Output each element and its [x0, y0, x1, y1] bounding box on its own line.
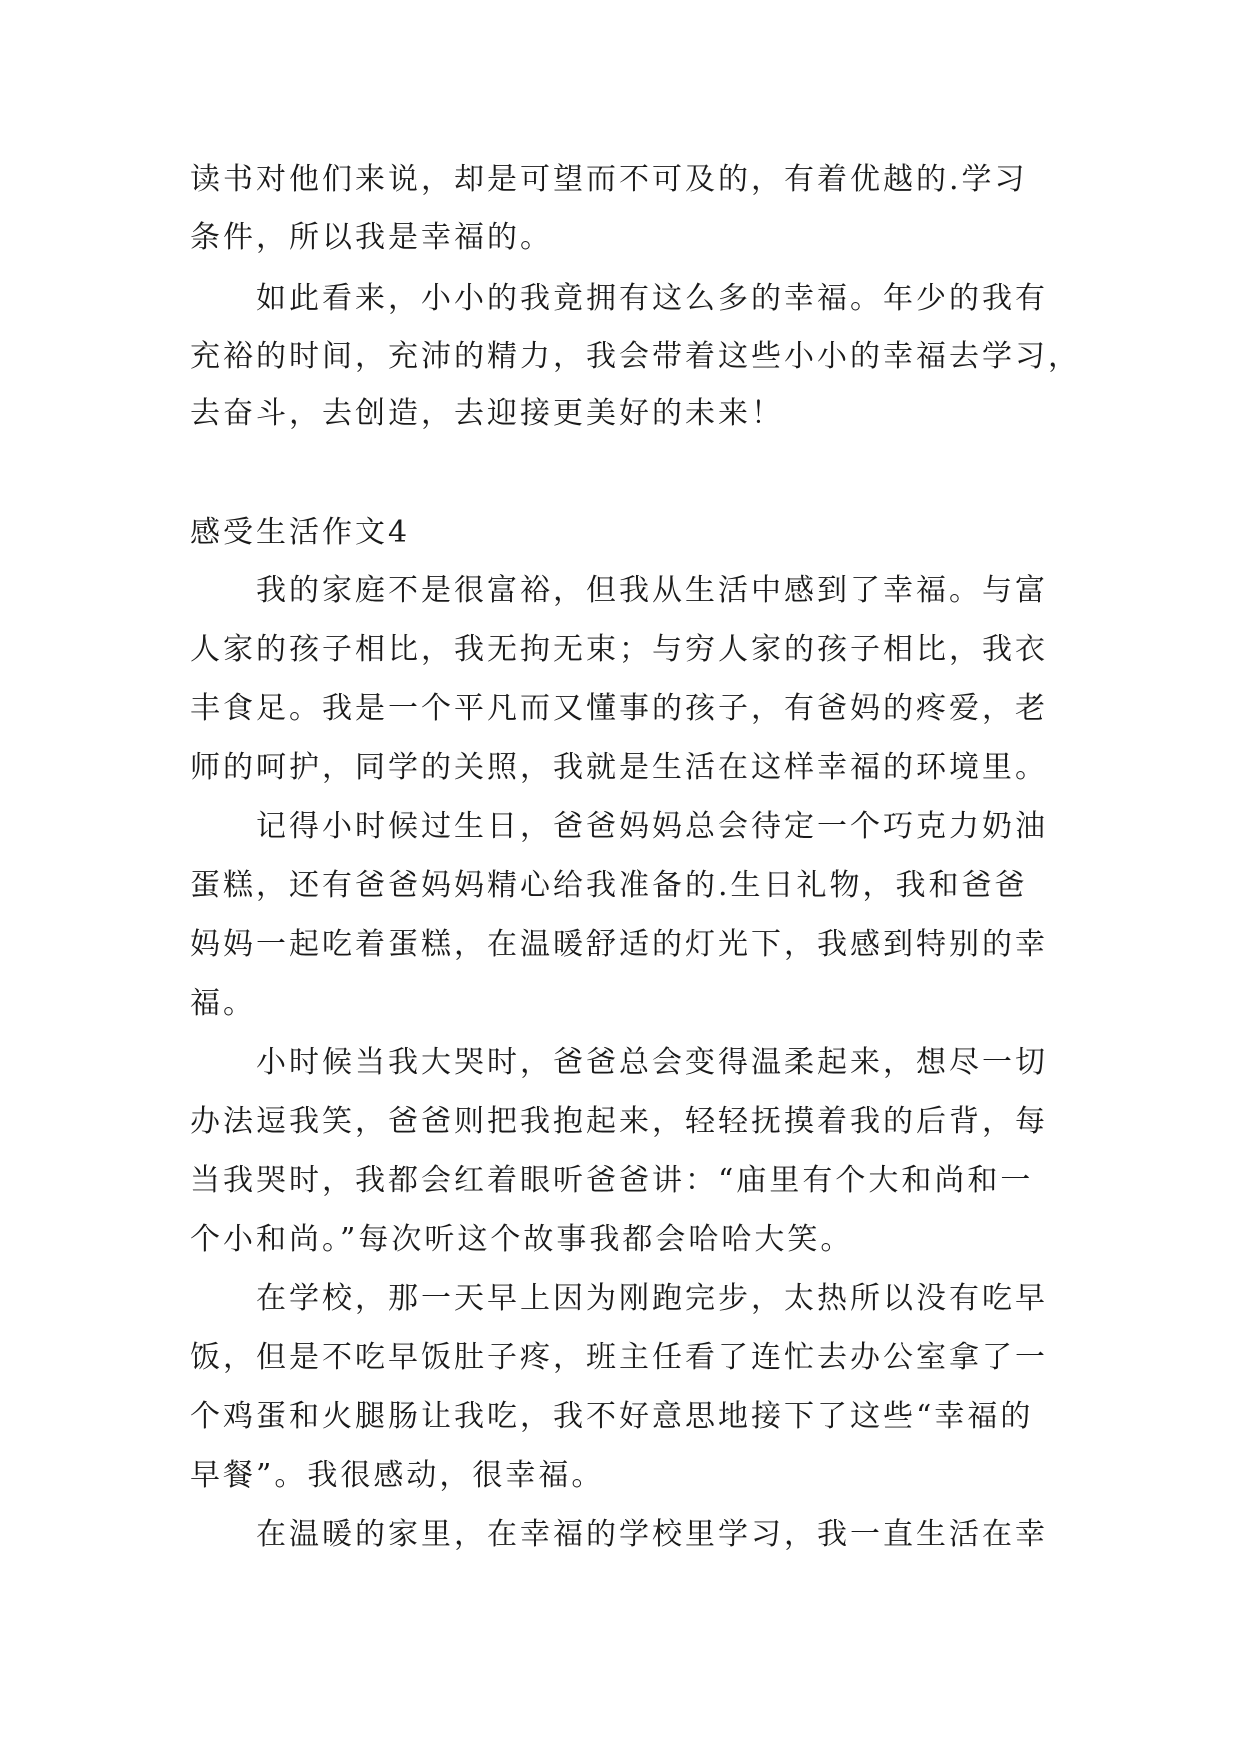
paragraph-line: 个鸡蛋和火腿肠让我吃，我不好意思地接下了这些“幸福的: [190, 1399, 1034, 1434]
paragraph-line: 充裕的时间，充沛的精力，我会带着这些小小的幸福去学习，: [190, 339, 1081, 374]
paragraph-line: 在学校，那一天早上因为刚跑完步，太热所以没有吃早: [256, 1281, 1048, 1316]
paragraph-line: 小时候当我大哭时，爸爸总会变得温柔起来，想尽一切: [256, 1045, 1048, 1080]
section-heading: 感受生活作文4: [190, 515, 411, 550]
paragraph-line: 个小和尚。”每次听这个故事我都会哈哈大笑。: [190, 1222, 854, 1257]
paragraph-line: 条件，所以我是幸福的。: [190, 220, 553, 255]
paragraph-line: 福。: [190, 986, 256, 1021]
paragraph-line: 如此看来，小小的我竟拥有这么多的幸福。年少的我有: [256, 281, 1048, 316]
paragraph-line: 饭，但是不吃早饭肚子疼，班主任看了连忙去办公室拿了一: [190, 1340, 1048, 1375]
paragraph-line: 在温暖的家里，在幸福的学校里学习，我一直生活在幸: [256, 1517, 1048, 1552]
paragraph-line: 蛋糕，还有爸爸妈妈精心给我准备的.生日礼物，我和爸爸: [190, 868, 1028, 903]
paragraph-line: 办法逗我笑，爸爸则把我抱起来，轻轻抚摸着我的后背，每: [190, 1104, 1048, 1139]
paragraph-line: 丰食足。我是一个平凡而又懂事的孩子，有爸妈的疼爱，老: [190, 691, 1048, 726]
paragraph-line: 当我哭时，我都会红着眼听爸爸讲：“庙里有个大和尚和一: [190, 1163, 1034, 1198]
paragraph-line: 早餐”。我很感动，很幸福。: [190, 1458, 605, 1493]
paragraph-line: 读书对他们来说，却是可望而不可及的，有着优越的.学习: [190, 162, 1028, 197]
paragraph-line: 人家的孩子相比，我无拘无束；与穷人家的孩子相比，我衣: [190, 632, 1048, 667]
paragraph-line: 记得小时候过生日，爸爸妈妈总会待定一个巧克力奶油: [256, 809, 1048, 844]
paragraph-line: 师的呵护，同学的关照，我就是生活在这样幸福的环境里。: [190, 750, 1048, 785]
paragraph-line: 妈妈一起吃着蛋糕，在温暖舒适的灯光下，我感到特别的幸: [190, 927, 1048, 962]
paragraph-line: 去奋斗，去创造，去迎接更美好的未来！: [190, 396, 784, 431]
paragraph-line: 我的家庭不是很富裕，但我从生活中感到了幸福。与富: [256, 573, 1048, 608]
